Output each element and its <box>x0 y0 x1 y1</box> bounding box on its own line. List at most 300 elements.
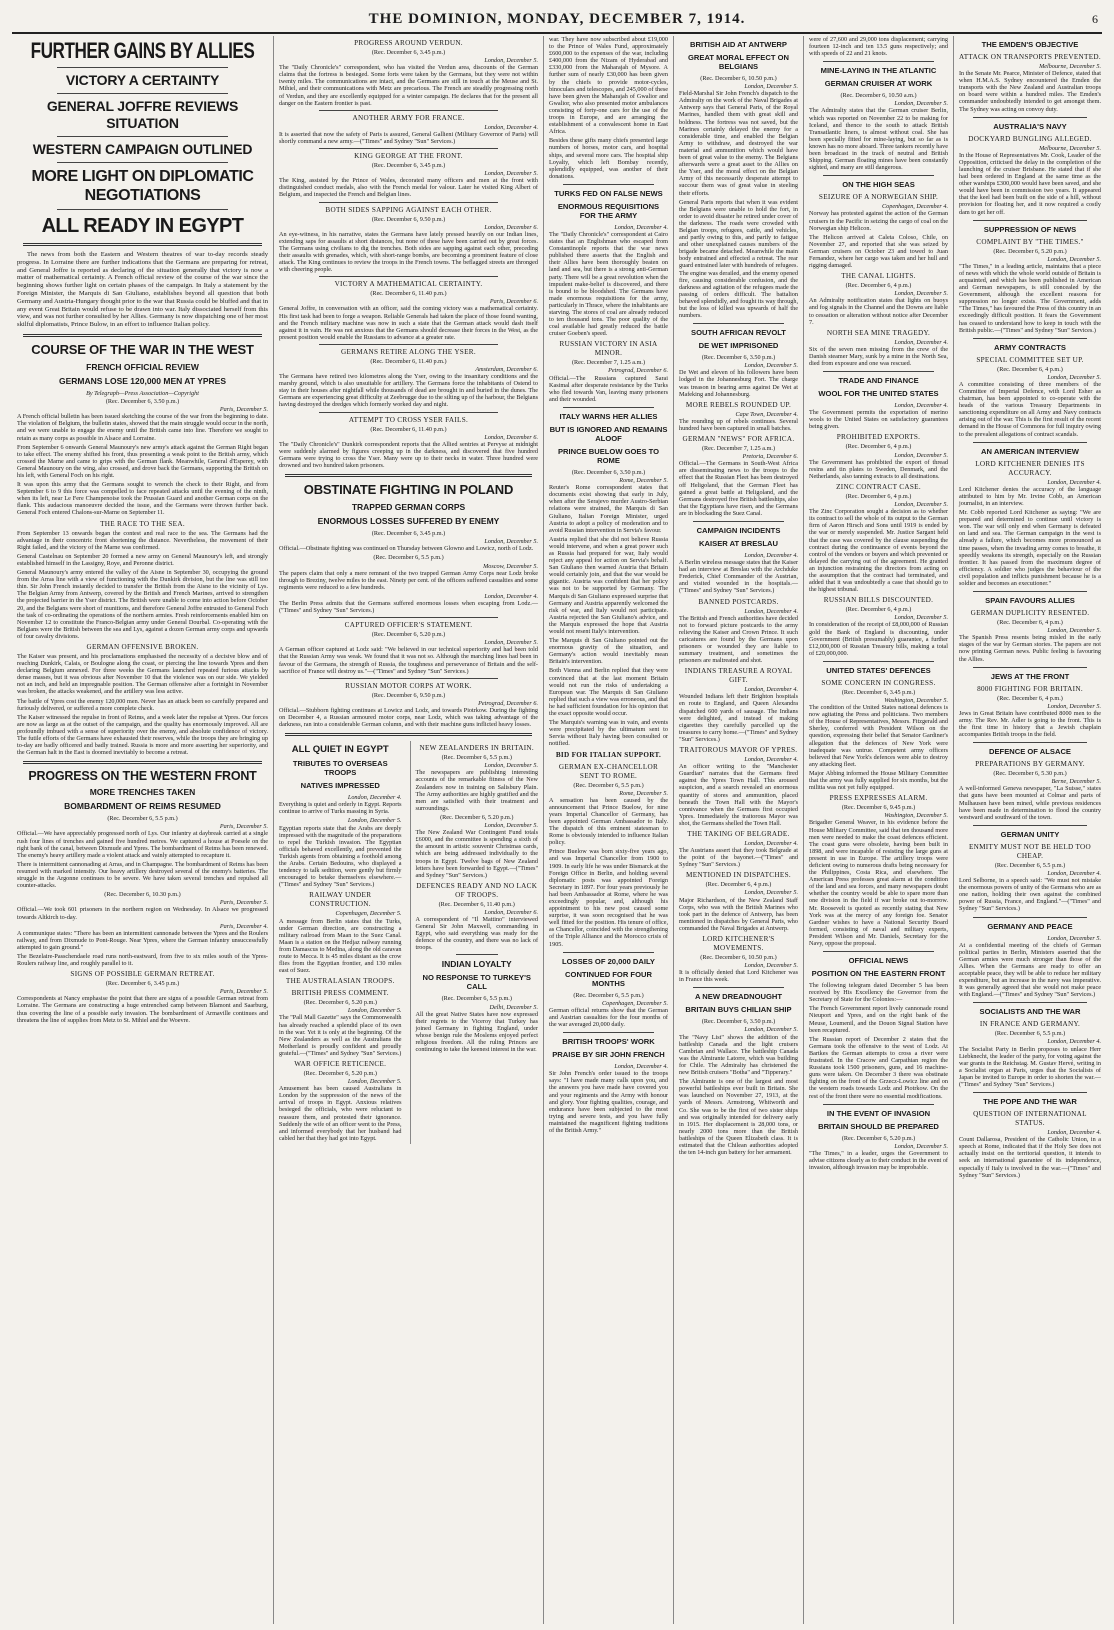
headline-tributes: TRIBUTES TO OVERSEAS TROOPS <box>292 759 388 778</box>
column-1 <box>12 36 274 1624</box>
paragraph: A correspondent of "Il Mattino" interviewed General Sir John Maxwell, commanding in Egypt, who said everything was ready for the defence of the country, and there was no lack of troops. <box>415 915 538 952</box>
dateline: London, December 6. <box>484 433 538 441</box>
headline-more-trenches: MORE TRENCHES TAKEN <box>89 787 196 798</box>
divider <box>319 678 498 679</box>
subheading: RUSSIAN MOTOR CORPS AT WORK. <box>345 681 472 690</box>
subheading: IN FRANCE AND GERMANY. <box>979 1020 1081 1029</box>
received-time: (Rec. December 6, 5.5 p.m.) <box>373 554 444 562</box>
headline-natives: NATIVES IMPRESSED <box>300 781 380 791</box>
paragraph: The New Zealand War Contingent Fund totals £6000, and the committee is spending a sixth of the amount in artistic souvenir Christmas cards, which are being addressed individually to the troops in Egypt. Twelve bags of New Zealand letters have been forwarded to Egypt.—("Times" and Sydney "Sun" Services.) <box>415 829 538 879</box>
paragraph: An eye-witness, in his narrative, states the Germans have lately pressed heavily on our Indian lines, extending saps for assaults at short distances, but none of these have been carried out by great forces. The Germans using civilians to dig the trenches. Both sides are sapping against each other, preceding their assaults with grenades, which, with short-range bombs, are becoming a prominent feature of close attack. The King continues to review the troops in the French towns. The beflagged streets are thronged with cheering people. <box>279 230 538 274</box>
divider <box>319 344 498 345</box>
received-time: (Rec. December 6, 4 p.m.) <box>845 443 912 451</box>
dateline: London, December 5. <box>894 1142 948 1150</box>
paragraph: Lord Selborne, in a speech said: "We must not mistake the enormous powers of unity of the Germans who are as one nation, holding their own against the combined power of Russia, France, and England."—("Times" and Sydney "Sun" Services.) <box>959 877 1101 913</box>
headline-invasion: IN THE EVENT OF INVASION <box>826 1108 931 1118</box>
received-time: (Rec. December 6, 11.40 p.m.) <box>370 425 447 433</box>
headline-obstinate-fighting: OBSTINATE FIGHTING IN POLAND <box>303 482 514 498</box>
paragraph: The Zinc Corporation sought a decision as to whether its contract to sell the whole of its output to the German firm of Aaron Hirsch and Sons until 1919 is ended by the war or merely suspended. Mr. Justice Sargant held that the case was covered by the clause suspending the contract during the continuance of events beyond the control of the vendors or buyers and which prevented or delayed the carrying out of the agreement. He granted an injunction restraining the directors from acting on the assumption that the contract had terminated, and added that it was undoubtedly a case that should go to the highest tribunal. <box>809 508 949 594</box>
received-time: (Rec. December 6, 3.50 p.m.) <box>701 354 776 362</box>
headline-victory-certainty: VICTORY A CERTAINTY <box>65 72 220 88</box>
paragraph: A communique states: "There has been an intermittent cannonade between the Ypres and the Roulers railway, and from Dixmude to Pont-Rouge. Near Ypres, where the German infantry unsuccessfully attempted to gain ground." <box>17 929 268 951</box>
divider <box>563 1032 654 1033</box>
received-time: (Rec. December 6, 5.5 p.m.) <box>573 781 644 789</box>
column-2 <box>274 36 544 1624</box>
paragraph: The French Government report lively cannonade round Nieuport and Ypres, and on the right bank of the Meuse, Loumenil, and the Douon Signal Station have been recaptured. <box>809 1005 948 1034</box>
paragraph: Official.—The Germans in South-West Africa are disseminating news to the troops to the effect that the Russian Fleet has been destroyed off Heligoland, that the German Fleet has gained a great battle at Heligoland, and the Germans destroyed five British battleships, also that the Egyptians have risen, and the Germans are in blockading the Suez Canal. <box>679 460 798 517</box>
paragraph: The "Daily Chronicle's" Dunkirk correspondent reports that the Allied sentries at Pervyse at midnight were suddenly alarmed by figures creeping up in the darkness, and discovered that five hundred Germans were trying to cross the Yser. Many were up to their necks in water. Three hundred were drowned and two hundred taken prisoners. <box>279 440 538 470</box>
paragraph: The following telegram dated December 5 has been received by His Excellency the Governor from the Secretary of State for the Colonies:— <box>809 982 948 1004</box>
headline-ignored: BUT IS IGNORED AND REMAINS ALOOF <box>549 424 668 443</box>
dateline: London, December 5. <box>484 639 538 647</box>
headline-jews-front: JEWS AT THE FRONT <box>990 671 1070 681</box>
received-time: (Rec. December 7, 1.25 a.m.) <box>571 359 646 367</box>
divider <box>973 1002 1087 1003</box>
received-time: (Rec. December 6, 5.5 p.m.) <box>573 991 644 999</box>
paragraph: The Marquis's warning was in vain, and events were precipitated by the ultimatum sent to Servia without Italy having been consulted or notified. <box>549 719 668 748</box>
dateline: Melbourne, December 5. <box>1039 144 1101 152</box>
dateline: London, December 5. <box>744 83 798 91</box>
paragraph: It is officially denied that Lord Kitchener was in France this week. <box>679 969 798 984</box>
received-time: (Rec. December 6, 5.20 p.m.) <box>303 1070 377 1077</box>
subheading: KING GEORGE AT THE FRONT. <box>354 152 463 161</box>
received-time: (Rec. December 6, 11.40 p.m.) <box>370 357 447 365</box>
paragraph: A message from Berlin states that the Turks, under German direction, are constructing a military railroad from Maan to the Suez Canal. Maan is a station on the Hedjaz railway running from Damascus to Medina, along the old caravan route to Mecca. It is 45 miles distant as the crow flies from the Egyptian frontier, and 130 miles east of Suez. <box>279 917 402 975</box>
paragraph: At a confidential meeting of the chiefs of German political parties in Berlin, Ministers asserted that the German armies were much stronger than those of the Allies. When the Germans are ready to offer an acceptable peace, they will be able to reduce her military expenditure, but an increase in the navy was imperative. It was generally agreed that she would not make peace with England.—("Times" and Sydney "Sun" Services.) <box>959 941 1101 999</box>
headline-spain: SPAIN FAVOURS ALLIES <box>985 596 1075 606</box>
paragraph: The Government permits the exportation of merino wools to the United States on satisfactory guarantees being given. <box>809 409 948 431</box>
received-time: (Rec. December 6, 5.20 p.m.) <box>440 813 514 821</box>
subheading: DOCKYARD BUNGLING ALLEGED. <box>968 134 1092 143</box>
paragraph: Egyptian reports state that the Arabs are deeply impressed with the magnitude of the preparations to repel the Turkish invasion. The Egyptian officials behaved excellently, and prevented the Turkish agents from obtaining a foothold among the Arabs. Certain Bedouins, who displayed a tendency to talk sedition, were gently but firmly encouraged to betake themselves elsewhere.—("Times" and Sydney "Sun" Services.) <box>279 824 402 889</box>
divider <box>823 61 934 62</box>
paragraph: In the House of Representatives Mr. Cook, Leader of the Opposition, criticised the delay in the completion of the launching of the cruiser Brisbane. He stated that if she had been ordered in England at the same time as the other warships £300,000 would have been saved, and she would have been in commission two years. It appeared that the keel had been built on the side of a hill, without provision for floating her, and it now required a costly dam to get her off. <box>959 151 1101 216</box>
received-time: (Rec. December 6, 3.45 p.m.) <box>371 530 446 538</box>
subheading: THE AUSTRALASIAN TROOPS. <box>285 977 395 986</box>
paragraph: It was upon this army that the Germans sought to wrench the check to their Right, and from September 6 to 9 this force was compelled to face repeated attacks until the evening of the ninth, when its left, near Le Fere Champenoise took the Prussian Guard and another German corps on the flank. This audacious manoeuvre decided the issue, and the Germans were thrown further back. General Foch entered Chalons-sur-Marne on September 11. <box>17 481 268 517</box>
dateline: Petrograd, December 6. <box>608 367 668 375</box>
headline-trade-finance: TRADE AND FINANCE <box>838 376 919 386</box>
paragraph: A sensation has been caused by the announcement that Prince Buelow, for nine years Imperial Chancellor of Germany, has been appointed German Ambassador to Italy. The dispatch of this eminent statesman to Rome is obviously intended to influence Italian policy. <box>549 796 668 847</box>
divider <box>823 371 934 372</box>
received-time: (Rec. December 6, 10.50 p.m.) <box>700 954 777 961</box>
dateline: London, December 5. <box>484 538 538 546</box>
headline-mine-laying: MINE-LAYING IN THE ATLANTIC <box>820 66 937 76</box>
paragraph: General Maunoury's army entered the valley of the Aisne in September 30, occupying the ground from the Arras line with a view of functioning with the Dunkirk division, but the line was still too thin. Sir John French instantly decided to transfer the British from the Aisne to the vicinity of Lys. The Belgian Army from Antwerp, covered by the British and French Marines, arrived to strengthen the projected barrier in the Yser district. The British were unable to come into action before October 20, and the Belgians were short of munitions, and therefore General Joffre entrusted to General Foch the task of co-ordinating the operations of the northern armies. Fresh reinforcements enabled him on November 12 to constitute the Franco-Belgian army under General Dourbal. Co-operating with the Belgians were the British between the sea and Lys, against a dozen German army corps and upwards of four cavalry divisions. <box>17 569 268 640</box>
subheading: SOME CONCERN IN CONGRESS. <box>821 678 936 687</box>
subheading: SPECIAL COMMITTEE SET UP. <box>976 355 1084 364</box>
paragraph: Official.—The Russians captured Sarai Kasimal after desperate resistance by the Turks who fled towards Van, leaving many prisoners and their wounded. <box>549 374 668 403</box>
paragraph: There is intermittent cannonading at Arras, and in Champagne. The bombardment of Reims has been resumed with marked intensity. Our heavy artillery destroyed several of the enemy's batteries. The struggle in the Argonne continues to be severe. We have taken several trenches and repulsed all counter-attacks. <box>17 860 268 890</box>
received-time: (Rec. December 6, 3.45 p.m.) <box>841 688 916 696</box>
paragraph: Austria replied that she did not believe Russia would intervene, and when a great power such as Russia had prepared for war, Italy would reject any appeal for action on Servia's behalf. San Giuliano then warned Austria that Britain would certainly join, and that the war would be gigantic. Austria was confident that her policy was not to be supported by Germany. The Marquis di San Giuliano expressed surprise that Germany and Austria apparently welcomed the risk of war, and Italy would not participate. Austria rejected the San Giuliano's advice, and the Marquis expressed the hope that Austria would not resent Italy's intervention. <box>549 535 668 635</box>
dateline: London, December 4. <box>744 756 798 764</box>
subheading: WAR OFFICE RETICENCE. <box>294 1060 387 1068</box>
headline-kaiser-breslau: KAISER AT BRESLAU <box>699 538 778 548</box>
divider <box>693 323 784 324</box>
divider <box>973 442 1087 443</box>
divider <box>319 148 498 149</box>
divider <box>319 276 498 277</box>
subheading: ZINC CONTRACT CASE. <box>836 482 921 491</box>
dateline: Petrograd, December 6. <box>478 699 538 707</box>
received-time: (Rec. December 6, 9.45 p.m.) <box>841 804 916 812</box>
paragraph: Mr. Cobb reported Lord Kitchener as saying: "We are prepared and determined to continue until victory is won. The war will only end when Germany is defeated on land and sea. The German campaign in the west is already a failure, which becomes more pronounced as time passes, when the invading army comes to breathe, it speedily weakens its strength, especially on the Russian frontier. It has passed from the maximum degree of efficiency. A soldier who judges the behaviour of the civil population and inflicts punishment because he is a soldier and becomes an executioner." <box>959 509 1101 587</box>
dateline: Pretoria, December 6. <box>742 453 798 461</box>
dateline: London, December 5. <box>744 1026 798 1034</box>
subheading: BANNED POSTCARDS. <box>698 597 779 606</box>
received-time: (Rec. December 6, 5.20 p.m.) <box>371 631 446 639</box>
dateline: London, December 5. <box>347 1007 402 1015</box>
divider <box>319 412 498 413</box>
subheading: BRITISH PRESS COMMENT. <box>291 989 389 998</box>
paragraph: A French official bulletin has been issued sketching the course of the war from the beginning to date. The violation of Belgium, the bulletin states, showed that the main struggle would occur in the north, and we were unable to engage the enemy until the British came into line. Therefore we sought to retain as many corps as possible in Alsace and Lorraine. <box>17 413 268 442</box>
subheading: BID FOR ITALIAN SUPPORT. <box>555 750 662 759</box>
paragraph: Official.—We have appreciably progressed north of Lys. Our infantry at daybreak carried at a single rush four lines of trenches and gained five hundred metres. We captured a house at Poesele on the right bank of the canal, between Dixmude and Ypres. The bombardment of Reims has been renewed. The enemy's heavy artillery made a violent attack and vainly attempted to recapture it. <box>17 830 268 859</box>
headline-antwerp: BRITISH AID AT ANTWERP <box>690 40 787 49</box>
lower-split <box>279 741 538 1144</box>
paragraph: An officer writing to the "Manchester Guardian" narrates that the Germans fired against the Ypres Town Hall. This aroused suspicion, and a search revealed an enormous quantity of stores and ammunition, placed beneath the Town Hall with the Mayor's connivance when the Germans first occupied Ypres. Immediately the traitorous Mayor was shot, the Germans shelled the Town Hall. <box>679 763 798 827</box>
headline-germany-peace: GERMANY AND PEACE <box>987 921 1073 931</box>
dateline: London, December 5. <box>744 962 798 970</box>
dateline: London, December 4. <box>744 839 798 847</box>
paragraph: The papers claim that only a mere remnant of the two trapped German Army Corps near Lodz broke through to Breziny, twelve miles to the east. Ninety per cent. of the officers suffered casualties and some regiments were reduced to a few hundreds. <box>279 569 538 591</box>
paragraph: Sir John French's order issued to the troops says: "I have made many calls upon you, and the answers you have made have covered you and your regiments and the Army with honour and glory. Your fighting qualities, courage, and endurance have been subjected to the most trying and severe tests, and you have fully maintained the magnificent fighting traditions of the British Army." <box>549 1070 668 1134</box>
paragraph: The condition of the United States national defences is now agitating the Press and politicians. Two members of the House of Representatives, Messrs. Fitzgerald and Sherley, conferred with President Wilson on the question, expressing their belief that Senator Gardiner's allegation that the defences of New York were inadequate was untrue. Competent army officers believed that New York's defences were able to destroy any attacking fleet. <box>809 704 948 768</box>
dateline: London, December 4. <box>744 607 798 615</box>
paragraph: From September 6 onwards General Maunoury's new army's attack against the German Right began to take effect. The enemy shifted his front, thus presenting a weak point to the British army, which crossed the Marne and came to grips with the German flank. Meanwhile, General d'Esperey, with General Maunoury on the wing, also crossed, and drove back the Germans, supporting the British on his left, with General Foch on his right. <box>17 443 268 479</box>
subheading: THE CANAL LIGHTS. <box>841 272 916 281</box>
subheading: SEIZURE OF A NORWEGIAN SHIP. <box>818 193 939 202</box>
dateline: London, December 5. <box>894 451 948 459</box>
received-time: (Rec. December 6, 9.50 p.m.) <box>371 691 446 699</box>
column-6 <box>954 36 1106 1624</box>
paragraph: The Kaiser was present, and his proclamations emphasised the necessity of a decisive blow and of reaching Dunkirk, Calais, or Boulogne along the coast, or piercing the line towards Ypres and then declaring Belgium annexed. For three weeks the Germans launched repeated furious attacks by dense masses, but it was obvious after November 10 that the violence was on our side. We yielded not an inch, and held an impregnable position. The German offensive after a fortnight in November was broken, the attacks weakened, and the artillery was less active. <box>17 652 268 696</box>
headline-enormous-losses: ENORMOUS LOSSES SUFFERED BY ENEMY <box>317 516 500 527</box>
received-time: (Rec. December 6, 4 p.m.) <box>997 619 1063 627</box>
received-time: (Rec. December 6, 5.5 p.m.) <box>107 815 178 823</box>
paragraph: The Kaiser witnessed the repulse in front of Reims, and a week later the repulse at Ypres. Our forces are now as large as at the outset of the campaign, and the quality has enormously improved. All are profoundly imbued with a sense of superiority over the enemy, and absolute confidence of victory. The futile efforts of the Germans have exhausted their reserves, while the troops they are bringing up to-day are badly officered and badly trained. Russia is more and more asserting her superiority, and the German halt in the East is doomed inevitably to become a retreat. <box>17 713 268 757</box>
paragraph: From September 13 onwards began the contest and real race to the sea. The Germans had the advantage in their concentric front shortening the distance. Nevertheless, the movement of their Right failed, and the victory of the Marne was confirmed. <box>17 529 268 551</box>
received-time: (Rec. December 6, 11.40 p.m.) <box>438 900 515 908</box>
headline-us-defences: UNITED STATES' DEFENCES <box>826 665 931 675</box>
received-time: (Rec. December 6, 5.20 p.m.) <box>303 999 377 1007</box>
headline-germans-lose: GERMANS LOSE 120,000 MEN AT YPRES <box>58 375 227 386</box>
dateline: Berne, December 5. <box>1051 778 1101 786</box>
headline-turks-false-news: TURKS FED ON FALSE NEWS <box>554 188 663 198</box>
received-time: (Rec. December 6, 4 p.m.) <box>845 282 912 290</box>
received-time: (Rec. December 6, 4 p.m.) <box>845 492 912 500</box>
paragraph: The Spanish Press resents being misled in the early stages of the war by German stories. The papers are not now printing German news. Public feeling is favouring the Allies. <box>959 634 1101 663</box>
dateline: London, December 4. <box>894 338 948 346</box>
dateline: London, December 5. <box>1047 702 1101 710</box>
dateline: London, December 5. <box>1047 627 1101 635</box>
dateline: Amsterdam, December 6. <box>475 366 538 373</box>
divider <box>57 67 228 68</box>
dateline: Delhi, December 5. <box>489 1003 538 1011</box>
subheading: GERMAN "NEWS" FOR AFRICA. <box>682 435 795 444</box>
dateline: London, December 4. <box>1047 478 1101 486</box>
received-time: (Rec. December 6, 10.50 a.m.) <box>840 92 917 100</box>
headline-italy-warns: ITALY WARNS HER ALLIES <box>559 411 658 421</box>
received-time: (Rec. December 6, 11.40 p.m.) <box>370 290 447 298</box>
headline-requisitions: ENORMOUS REQUISITIONS FOR THE ARMY <box>557 201 660 220</box>
dateline: London, December 4. <box>1047 869 1101 877</box>
subheading: ATTEMPT TO CROSS YSER FAILS. <box>348 415 469 424</box>
headline-wool: WOOL FOR THE UNITED STATES <box>818 389 939 399</box>
dateline: Copenhagen, December 4. <box>882 203 948 211</box>
divider <box>973 220 1087 221</box>
dateline: Paris, December 5. <box>219 899 268 907</box>
dateline: Melbourne, December 5. <box>1039 63 1101 70</box>
masthead-title: THE DOMINION, MONDAY, DECEMBER 7, 1914. <box>368 11 746 27</box>
headline-british-troops: BRITISH TROOPS' WORK <box>562 1037 655 1047</box>
divider <box>563 184 654 185</box>
headline-praise-french: PRAISE BY SIR JOHN FRENCH <box>552 1050 665 1060</box>
headline-western-campaign: WESTERN CAMPAIGN OUTLINED <box>32 141 253 157</box>
paragraph: Jews in Great Britain have contributed 8000 men to the army. The Rev. Mr. Adler is going to the front. This is the first time in history that a Jewish chaplain accompanies British troops in the field. <box>959 709 1101 739</box>
dateline: Paris, December 5. <box>219 406 268 414</box>
headline-chilian-ship: BRITAIN BUYS CHILIAN SHIP <box>685 1005 792 1015</box>
divider <box>973 1092 1087 1093</box>
divider <box>973 742 1087 743</box>
paragraph: Wounded Indians left their Brighton hospitals en route to England, and Queen Alexandra dispatched 600 yards of sausage. The Indians were delighted, and instead of making cigarettes they carefully parcelled up the treasures to carry home.—("Times" and Sydney "Sun" Services.) <box>679 693 798 743</box>
byline: By Telegraph—Press Association—Copyright <box>86 389 199 397</box>
received-time: (Rec. December 7, 1.25 a.m.) <box>701 445 776 453</box>
subheading: COMPLAINT BY "THE TIMES." <box>976 237 1084 246</box>
subheading: RUSSIAN VICTORY IN ASIA MINOR. <box>559 340 658 358</box>
dateline: Paris, December 6. <box>489 298 538 306</box>
dateline: London, December 4. <box>744 686 798 694</box>
headline-new-dreadnought: A NEW DREADNOUGHT <box>694 992 783 1002</box>
received-time: (Rec. December 6, 5.20 p.m.) <box>993 247 1067 255</box>
subheading: ENMITY MUST NOT BE HELD TOO CHEAP. <box>968 842 1092 860</box>
headline-pope: THE POPE AND THE WAR <box>983 1097 1077 1107</box>
dateline: Rome, December 5. <box>619 789 668 797</box>
paragraph: The "Daily Chronicle's" correspondent, who has visited the Verdun area, discounts of the German claims that the fortress is besieged. Some forts were taken by the Germans, but they were not within twenty miles. The communications are intact, and the Germans are still in touch at the Meuse and St. Mihiel, and their communications with Metz are precarious. The French are steadily progressing north of Verdun, and they are excellently equipped for a winter campaign. He declares that for the present all danger on the Eastern frontier is past. <box>279 64 538 107</box>
dateline: London, December 4. <box>1047 1038 1101 1046</box>
headline-turkey-call: NO RESPONSE TO TURKEY'S CALL <box>422 973 531 992</box>
received-time: (Rec. December 6, 3.50 p.m.) <box>105 398 180 406</box>
dateline: Paris, December 5. <box>219 988 268 996</box>
paragraph: The "Navy List" shows the addition of the battleship Canada and the light cruisers Cambrian and Wallace. The battleship Canada was the Almirante Latorre, which was building for Chile. The Admiralty has christened the new British cruisers "Botha" and "Tipperary." <box>679 1033 798 1077</box>
lead-paragraph: The news from both the Eastern and Western theatres of war to-day records steady progress. In Lorraine there are further indications that the Germans are preparing for retreat, and General Joffre is reported as declaring of the situation generally that victory is now a matter of mathematical certainty. A French official review of the course of the war since the beginning shows further light on certain phases of the campaign. In Italy a statement by the Foreign Minister, the Marquis di San Giuliano, establishes beyond all question that both Germany and Austria-Hungary thought prior to the war that Russia could be bluffed and that in any event Great Britain would refuse to be drawn into war. Italy dissociated herself from this view, and was not further consulted by her Allies. Germany is now dispatching one of her most skilful diplomatists, Prince Bulow, in an effort to influence Italian policy. <box>17 251 268 329</box>
paragraph: All the great Native States have now expressed their regrets to the Viceroy that Turkey has joined Germany in fighting England, under whose benign rule the Moslems enjoyed perfect religious freedom. All the ruling Princes are continuing to take the keenest interest in the war. <box>415 1010 538 1054</box>
dateline: London, December 4. <box>614 1063 668 1071</box>
paragraph: The Bezelaire-Passchendaele road runs north-eastward, from five to six miles south of the Ypres-Roulers railway line, and roughly parallel to it. <box>17 952 268 968</box>
headline-south-african-revolt: SOUTH AFRICAN REVOLT <box>691 328 786 338</box>
headline-trapped-corps: TRAPPED GERMAN CORPS <box>351 502 466 513</box>
paragraph: A committee consisting of three members of the Committee of Imperial Defence, with Lord Esher as chairman, has been appointed to co-operate with the heads of the various Treasury Departments in sanctioning expenditure on all Army and Navy contracts arising out of the war. This is the first result of the recent demand in the House of Commons for full inquiry owing to the prevalent allegations of contract scandals. <box>959 380 1101 438</box>
paragraph: "The Times," in a leading article, maintains that a piece of news with which the whole world outside of Britain is acquainted, and which has been published in American and German newspapers, is still concealed by the Government, although the excellent reasons for suppression no longer exists. The Government, adds "The Times," has favoured the Press of this country in an exceedingly difficult position. It fears the Government has ceased to understand how to keep in touch with the British public.—("Times" and Sydney "Sun" Services.) <box>959 262 1101 334</box>
headline-australia-navy: AUSTRALIA'S NAVY <box>993 121 1067 131</box>
paragraph: Norway has protested against the action of the German cruisers in the Pacific in seizing the cargo of coal on the Norwegian ship Helicon. <box>809 210 948 232</box>
received-time: (Rec. December 6, 3.50 p.m.) <box>701 1018 776 1026</box>
subheading: MENTIONED IN DISPATCHES. <box>686 871 791 880</box>
received-time: (Rec. December 6, 10.30 p.m.) <box>104 891 181 899</box>
received-time: (Rec. December 6, 5.5 p.m.) <box>441 995 512 1003</box>
paragraph: De Wet and eleven of his followers have been lodged in the Johannesburg Fort. The charge was treason in bearing arms against De Wet at Mafeking and Johannesburg. <box>679 369 798 398</box>
divider <box>973 338 1087 339</box>
headline-high-seas: ON THE HIGH SEAS <box>842 180 915 190</box>
dateline: London, December 5. <box>484 762 538 770</box>
received-time: (Rec. December 6, 5.5 p.m.) <box>441 754 512 762</box>
headline-prepared: BRITAIN SHOULD BE PREPARED <box>818 1121 939 1131</box>
paragraph: The Germans have retired two kilometres along the Yser, owing to the insanitary conditions and the marshy ground, which is also unsuitable for artillery. The Germans force the inhabitants of Ostend to stay in their houses after nightfall while thousands of dead are brought in and buried in the dunes. The Germans are experiencing great difficulty at Zeebrugge due to the silting up of the harbour, the Belgians having destroyed the dredges which formerly worked day and night. <box>279 373 538 409</box>
dateline: London, December 4. <box>744 551 798 559</box>
dateline: London, December 5. <box>1047 934 1101 942</box>
dateline: London, December 5. <box>744 889 798 897</box>
divider <box>319 202 498 203</box>
headline-de-wet: DE WET IMPRISONED <box>698 341 779 351</box>
divider <box>823 175 934 176</box>
dateline: London, December 4. <box>1047 1129 1101 1137</box>
paragraph: Official.—Obstinate fighting was continued on Thursday between Glowno and Lowicz, north of Lodz. <box>279 545 534 553</box>
divider <box>823 951 934 952</box>
divider <box>973 917 1087 918</box>
divider <box>563 952 654 953</box>
subheading: NORTH SEA MINE TRAGEDY. <box>826 328 931 337</box>
subheading: CAPTURED OFFICER'S STATEMENT. <box>344 621 473 630</box>
received-time: (Rec. December 6, 4 p.m.) <box>997 694 1063 702</box>
dateline: London, December 6. <box>484 908 538 916</box>
paragraph: In consideration of the receipt of £8,000,000 of Russian gold the Bank of England is discounting, under Government (British presumably) guarantee, a further £12,000,000 of Russian Treasury bills, making a total of £20,000,000. <box>809 621 948 657</box>
divider <box>57 93 228 94</box>
subheading: GERMAN DUPLICITY RESENTED. <box>970 609 1090 618</box>
paragraph: The British and French authorities have decided not to forward picture postcards to the army relieving the Kaiser and Crown Prince. It such caricatures are found by the Germans upon prisoners or wounded they are liable to summary treatment, and sometimes the prisoners are maltreated and shot. <box>679 614 798 665</box>
subheading: LORD KITCHENER DENIES ITS ACCURACY. <box>975 459 1085 477</box>
headline-eastern-front: POSITION ON THE EASTERN FRONT <box>811 969 946 979</box>
divider <box>973 825 1087 826</box>
subheading: PROGRESS AROUND VERDUN. <box>354 39 463 47</box>
dateline: London, December 4. <box>347 794 402 802</box>
headline-american-interview: AN AMERICAN INTERVIEW <box>981 446 1079 456</box>
dateline: London, December 6. <box>484 223 538 231</box>
dateline: London, December 4. <box>894 402 948 410</box>
dateline: London, December 4. <box>484 592 538 600</box>
divider <box>973 667 1087 668</box>
paragraph: The Government has prohibited the export of thread resins and tin plates to Sweden, Denmark, and the Netherlands, also tanning extracts to all destinations. <box>809 458 948 480</box>
paragraph: The Russian report of December 2 states that the Germans took the offensive to the west of Lodz. At Bartkes the German attempts to cross a river were frustrated. In the Cracow and Carpathian region the Russians took 1500 prisoners, guns, and 16 machine-guns were taken. On December 3 there was obstinate fighting on the front of the Grzecz-Lowicz line and on the western roads towards Lodz and Piotrkow. On the rest of the front there were no essential modifications. <box>809 1035 948 1100</box>
divider <box>57 162 228 163</box>
dateline: London, December 4. <box>484 123 538 131</box>
subheading: INDIANS TREASURE A ROYAL GIFT. <box>684 667 793 685</box>
subheading: NEW ZEALANDERS IN BRITAIN. <box>419 744 534 753</box>
paragraph: The Admiralty states that the German cruiser Berlin, which was reported on November 22 to be making for Iceland, and thence to the south to attack British Transatlantic liners, is almost without coal. She has been specially fitted for mine-laying, but so far as is known has no more aboard. Three tankers recently have been broadcast in the track of neutral and British Shipping. German floating mines have been constantly sighted, and many are still dangerous. <box>809 107 948 172</box>
received-time: (Rec. December 6, 5.5 p.m.) <box>994 861 1066 869</box>
paragraph: "The Times," in a leader, urges the Government to advise citizens clearly as to their conduct in the event of invasion, although invasion may be improbable. <box>809 1149 948 1171</box>
dateline: Copenhagen, December 5. <box>335 910 402 918</box>
dateline: Cape Town, December 4. <box>735 410 798 418</box>
paragraph: Brigadier General Weaver, in his evidence before the House Military Committee, said that ten thousand more men were needed to make the coast defences efficient. The coast guns were obsolete, having been built in 1898, and were incapable of resisting the large guns at present in use in Europe. The artillery troops were deficient owing to numerous drafts being necessary for the Philippines, Costa Rica, and elsewhere. The American Press professes great alarm at the condition of the land and sea forces, and many newspapers doubt whether the country would be able to spare more than one division in the field if war broke out to-morrow. Mr. Roosevelt is quoted as recently stating that New York was at the mercy of any foreign foe. Senator Gardner wishes to have a National Security Board formed, consisting of naval and military experts, President Wilson and Mr. Daniels, Secretary for the Navy, oppose the proposal. <box>809 819 948 947</box>
headline-german-unity: GERMAN UNITY <box>1000 829 1060 839</box>
subheading: VICTORY A MATHEMATICAL CERTAINTY. <box>334 280 483 289</box>
dateline: London, December 5. <box>347 1078 402 1086</box>
paragraph: Major Richardson, of the New Zealand Staff Corps, who was with the British Marines who took part in the defence of Antwerp, has been mentioned in dispatches by General Paris, who commanded the Naval Brigades at Antwerp. <box>679 896 798 932</box>
paragraph: General Joffre, in conversation with an officer, said the coming victory was a mathematical certainty. His first task had been to forge a weapon. Reliable Generals had taken the place of those found wanting, and the French military machine was now in such a state that the German attack would dash itself against it in vain. He was not anxious that the Germans should decrease their forces in the West, as the present position would enable the Russians to advance at a greater rate. <box>279 305 538 341</box>
nz-section <box>410 741 539 1144</box>
dateline: Rome, December 5. <box>619 477 668 485</box>
subheading: THE TAKING OF BELGRADE. <box>687 829 790 838</box>
headline-progress-western-front: PROGRESS ON THE WESTERN FRONT <box>28 769 257 784</box>
paragraph: The Marquis di San Giuliano pointed out the enormous gravity of the situation, and Germany's action would inevitably mean Britain's intervention. <box>549 637 668 666</box>
dateline: London, December 5. <box>484 822 538 830</box>
double-rule <box>285 733 532 736</box>
paragraph: A well-informed Geneva newspaper, "La Suisse," states that guns have been mounted at Colmar and parts of Mulhausen have been mined, while previous residences have been made in determination to flood the country westward and southward of the town. <box>959 785 1101 821</box>
headline-further-gains: FURTHER GAINS BY ALLIES <box>30 38 255 63</box>
paragraph: An Admiralty notification states that lights on buoys and fog signals in the Channel and the Downs are liable to cessation or alteration without notice after December 7. <box>809 297 948 326</box>
divider <box>693 521 784 522</box>
paragraph: Count Dallarosa, President of the Catholic Union, in a speech at Rome, indicated that if the Holy See does not actually insist on the territorial question, it intends to seek an international guarantee of its independence, especially if Italy is involved in the war.—("Times" and Sydney "Sun" Services.) <box>959 1136 1101 1179</box>
paragraph: The "Daily Chronicle's" correspondent at Cairo states that an Englishman who escaped from Constantinople reports that the war news published there asserts that the English and their Allies have been thoroughly beaten on land and sea, but there is a strong anti-German party. There will be a great revolution when the impudent make-belief is discovered, and there is bound to be bloodshed. The Germans have made enormous requisitions for the army, particularly in Thrace, where the inhabitants are starving. The stores of coal are already reduced to ten thousand tons. The poor quality of the coal available had greatly reduced the battle cruiser Goeben's speed. <box>549 230 668 338</box>
paragraph: The Berlin Press admits that the Germans suffered enormous losses when escaping from Lodz.—("Times" and Sydney "Sun" Services.) <box>279 599 538 615</box>
subheading: 8000 FIGHTING FOR BRITAIN. <box>977 684 1083 693</box>
received-time: (Rec. December 6, 3.50 p.m.) <box>571 468 646 476</box>
paragraph: Major Abbing informed the House Military Committee that the army was fully supplied for six months, but the militia was not yet fully equipped. <box>809 769 948 792</box>
divider <box>973 591 1087 592</box>
subheading: LORD KITCHENER'S MOVEMENTS. <box>702 935 775 952</box>
paragraph: A German officer captured at Lodz said: "We believed in our technical superiority and had been told that the Russian Army was weak. We found that it was not so. Although the marching lines had been in favour of the Germans, the strength of Russia, the toughness and perseverance of Britain and the self-sacrifice of France will destroy us."—("Times" and Sydney "Sun" Services.) <box>279 646 538 675</box>
paragraph: The "Pall Mall Gazette" says the Commonwealth has already reached a splendid place of its own in the war. Yet it is only at the beginning. Of the New Zealanders as well as the Australians the Motherland is proudly confident and proudly grateful.—("Times" and Sydney "Sun" Services.) <box>279 1014 402 1057</box>
dateline: Washington, December 5. <box>884 697 948 704</box>
subheading: GERMAN OFFENSIVE BROKEN. <box>86 642 199 651</box>
paragraph: The Almirante is one of the largest and most powerful battleships ever built in Britain. She was launched on November 27, 1913, at the yards of Messrs. Armstrong, Whitworth and Co. She was to be the first of two sister ships and was originally intended for delivery early in 1915. Her displacement is 28,000 tons, or nearly 2000 tons more than the British battleships of the Queen Elizabeth class. It is estimated that the Chilean authorities adopted the ten 14-inch gun battery for her armament. <box>679 1078 798 1157</box>
received-time: (Rec. December 6, 5.5 p.m.) <box>994 1030 1066 1038</box>
dateline: London, December 5. <box>1047 255 1101 263</box>
dateline: Moscow, December 5. <box>483 562 538 570</box>
subheading: BOTH SIDES SAPPING AGAINST EACH OTHER. <box>325 205 492 214</box>
double-rule <box>23 243 262 246</box>
subheading: DEFENCES READY AND NO LACK OF TROOPS. <box>416 881 538 899</box>
dateline: Copenhagen, December 5. <box>602 999 668 1007</box>
dateline: Paris, December 4. <box>219 922 268 930</box>
headline-campaign-incidents: CAMPAIGN INCIDENTS <box>696 525 781 535</box>
divider <box>563 407 654 408</box>
dateline: London, December 5. <box>484 57 538 65</box>
received-time: (Rec. December 6, 10.50 p.m.) <box>700 75 777 82</box>
subheading: GERMAN EX-CHANCELLOR SENT TO ROME. <box>558 762 659 780</box>
divider <box>456 954 499 955</box>
paragraph: Besides these gifts many chiefs presented large numbers of horses, motor cars, and hospital ships, and several more cars. The hospital ship Loyalty, which left Bombay recently, splendidly equipped, was another of their donations. <box>549 137 668 180</box>
paragraph: Reuter's Rome correspondent states that documents exist showing that early in July, when after the Serajevo murder Austro-Serbian relations were strained, the Marquis di San Giuliano, Italian Foreign Minister, urged Austria to adopt a policy of moderation and to avoid Russian intervention in Servia's favour. <box>549 484 668 534</box>
received-time: (Rec. December 6, 4 p.m.) <box>705 881 772 889</box>
divider <box>823 1104 934 1105</box>
paragraph: Lord Kitchener denies the accuracy of the language attributed to him by Mr. Irvine Cobb, an American journalist, in an interview. <box>959 485 1101 507</box>
headline-socialists: SOCIALISTS AND THE WAR <box>979 1007 1081 1017</box>
paragraph: The King, assisted by the Prince of Wales, decorated many officers and men at the front with distinguished conduct medals, also with the French medal for valour. Later he visited King Albert of Belgium, and inspected the French and Belgian lines. <box>279 177 538 199</box>
paragraph: Field-Marshal Sir John French's dispatch to the Admiralty on the work of the Naval Brigades at Antwerp says that General Paris, of the Royal Marines, handled them with great skill and boldness. The fortress was not saved, but the Marines certainly delayed the enemy for a considerable time, and enabled the Belgian Army to withdraw, and destroyed the war material and ammunition which would have been of great value to the enemy. The Belgians afterwards were a great asset to the Allies on the Yser, and the moral effect on the Belgian Army of this necessarily desperate attempt to succour them was of great value in steeling their efforts. <box>679 90 798 197</box>
paragraph: The Socialist Party in Berlin proposes to unlace Herr Liebknecht, the leader of the party, for voting against the war grants in the Reichstag. M. Gustav Hervé, writing in a Socialist organ at Paris, urges that the Socialists of Japan be invited to Europe in order to shorten the war.—("Times" and Sydney "Sun" Services.) <box>959 1045 1101 1088</box>
paragraph: The battle of Ypres cost the enemy 120,000 men. Never has an attack been so carefully prepared and furiously delivered, or suffered a more complete check. <box>17 697 268 712</box>
dateline: London, December 5. <box>1047 373 1101 381</box>
column-3 <box>544 36 674 1624</box>
paragraph: It is asserted that now the safety of Paris is assured, General Gallieni (Military Governor of Paris) will shortly command a new army.—("Times" and Sydney "Sun" Services.) <box>279 130 538 145</box>
subheading: GERMANS RETIRE ALONG THE YSER. <box>341 347 476 356</box>
headline-losses-20000: LOSSES OF 20,000 DAILY <box>562 956 655 966</box>
paragraph: The rounding up of rebels continues. Several hundred have been captured in small batches. <box>679 417 798 432</box>
headline-official-news: OFFICIAL NEWS <box>848 956 909 966</box>
paragraph: General Paris reports that when it was evident the Belgians were unable to hold the fort, in order to avoid disaster he retired under cover of the darkness. The roads were crowded with Belgian troops, refugees, cattle, and vehicles, and partly owing to this, and partly to fatigue and other unexplained causes numbers of the brigade became detached. Meanwhile the main body entrained and effected a retreat. The rear guard entrained later with hundreds of refugees. The engine was derailed, and the enemy opened fire, causing considerable confusion, and the darkness and agitation of the refugees made the passing of orders difficult. The battalion behaved splendidly, and fought its way through, but the loss of killed was upwards of half the numbers. <box>679 198 798 320</box>
subheading: RUSSIAN BILLS DISCOUNTED. <box>823 596 934 605</box>
paragraph: Prince Buelow was born sixty-five years ago, and was Imperial Chancellor from 1900 to 1909. In early life he was under Bismarck at the Foreign Office in Berlin, and holding several diplomatic posts was appointed Foreign Secretary in 1897. For four years previously he had been Ambassador at Rome, where he was exceedingly popular, and, although his appointment to his new post caused some surprise, it was soon recognised that he was well fitted for the position. His tenure of office, as Chancellor, coincided with the strengthening of the Triple Alliance and the Morocco crisis of 1905. <box>549 848 668 948</box>
headline-reims-resumed: BOMBARDMENT OF REIMS RESUMED <box>64 801 221 812</box>
headline-cruiser-work: GERMAN CRUISER AT WORK <box>824 79 933 89</box>
divider <box>57 136 228 137</box>
subheading: PREPARATIONS BY GERMANY. <box>975 760 1085 769</box>
received-time: (Rec. December 6, 4 p.m.) <box>997 365 1063 373</box>
masthead <box>12 6 1102 34</box>
paragraph: were of 27,600 and 29,000 tons displacement; carrying fourteen 12-inch and ten 13.5 guns respectively; and with speeds of 22 and 21 knots. <box>809 36 948 58</box>
